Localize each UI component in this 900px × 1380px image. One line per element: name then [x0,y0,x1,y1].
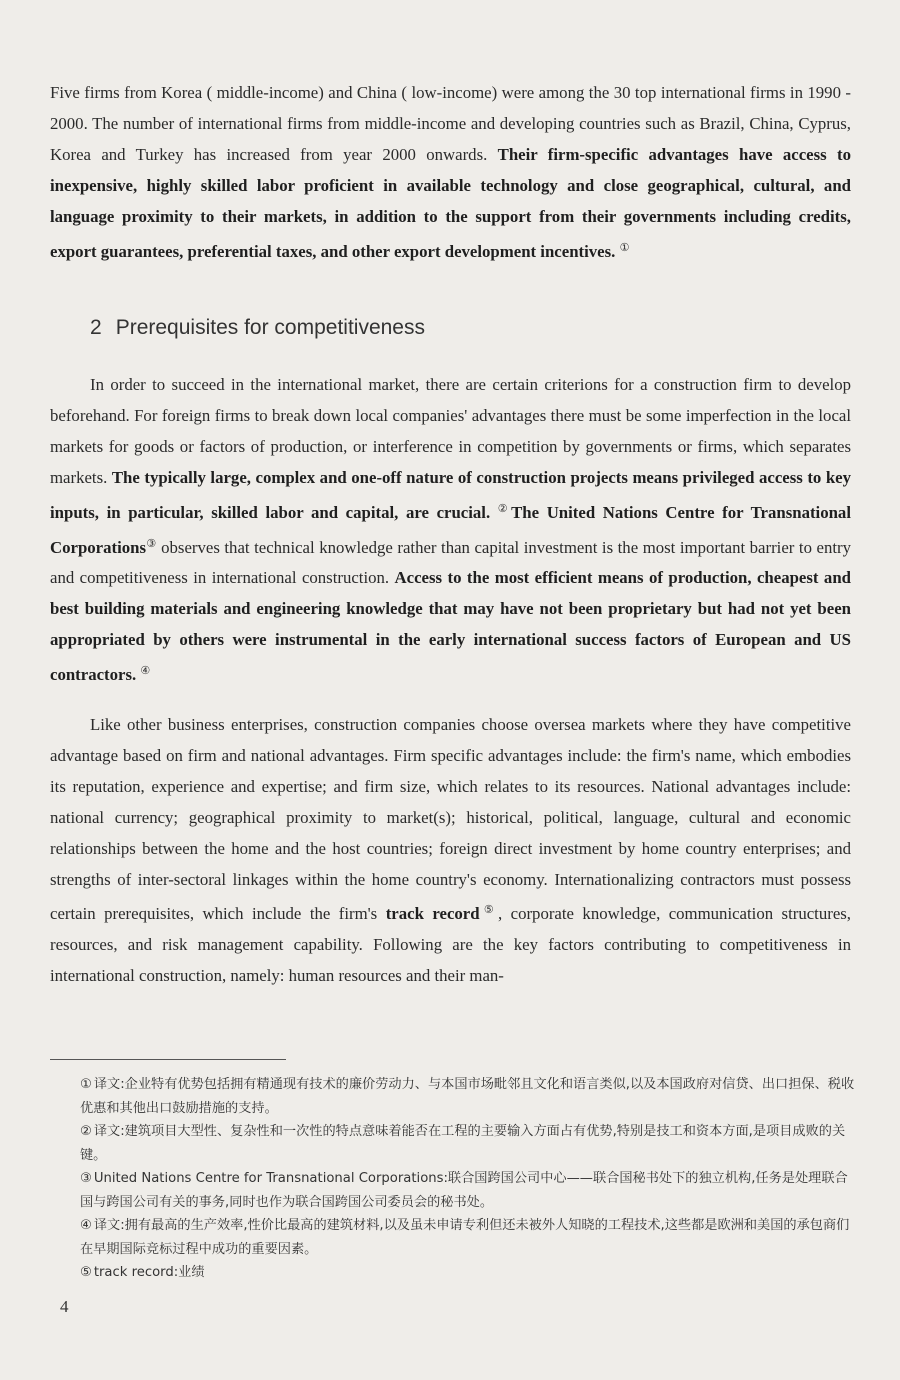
footnote-ref-2: ② [497,502,512,515]
footnote-text: United Nations Centre for Transnational Corporations:联合国跨国公司中心——联合国秘书处下的独立机构,任务是处理联合国与跨国公司有关的事务,同时也作为联合国跨国公司委员会的秘书处。 [80,1171,848,1210]
footnote-ref-5: ⑤ [479,904,498,917]
bold-text: Their firm-specific advantages have access to inexpensive, highly skilled labor proficient in available technology and close geographical, cultural, and language proximity to their markets, in addition to the support from their governments including credits, export guarantees, preferential taxes, and other export development incentives. [50,144,852,261]
footnotes [80,1073,855,1285]
footnote-ref-1: ① [619,241,630,254]
footnote-mark: ② [80,1124,92,1139]
footnote-text: 译文:建筑项目大型性、复杂性和一次性的特点意味着能否在工程的主要输入方面占有优势,特别是技工和资本方面,是项目成败的关键。 [80,1124,846,1163]
bold-text: Access to the most efficient means of production, cheapest and best building materials and engineering knowledge that may have not been proprietary but had not yet been appropriated by others were instrumental in the early international success factors of European and US contractors. [50,568,851,685]
paragraph-text: Five firms from Korea ( middle-income) and China ( low-income) were among the 30 top international firms in 1990 - 2000. The number of international firms from middle-income and developing countries such as Brazil, China, Cyprus, Korea and Turkey has increased from year 2000 onwards. [50,83,851,164]
footnote-5 [80,1261,855,1285]
paragraph-competitive-advantage [50,710,851,992]
section-title: Prerequisites for competitiveness [115,316,425,339]
footnote-2 [80,1120,855,1167]
footnote-ref-4: ④ [140,665,151,678]
section-number: 2 [90,316,102,339]
bold-text: track record [385,904,480,924]
footnote-divider [50,1059,286,1060]
page-number: 4 [60,1297,69,1316]
footnote-mark: ③ [80,1171,92,1186]
footnote-mark: ④ [80,1218,92,1233]
footnote-4 [80,1214,855,1261]
paragraph-text: observes that technical knowledge rather than capital investment is the most important barrier to entry and competitiveness in international construction. [50,537,851,588]
paragraph-text: In order to succeed in the international market, there are certain criterions for a construction firm to develop beforehand. For foreign firms to break down local companies' advantages there must be some imperfection in the local markets for goods or factors of production, or interference in competition by governments or firms, which separates markets. [50,375,851,487]
footnote-1 [80,1073,855,1120]
paragraph-prerequisites [50,370,851,691]
bold-text: The typically large, complex and one-off nature of construction projects means privileged access to key inputs, in particular, skilled labor and capital, are crucial. [50,467,851,522]
section-heading [90,316,425,340]
footnote-text: track record:业绩 [93,1265,205,1280]
paragraph-international-firms [50,78,851,267]
paragraph-text: , corporate knowledge, communication structures, resources, and risk management capability. Following are the key factors contributing to competitiveness in international construction, namely: human resources and their man- [50,904,851,986]
footnote-text: 译文:企业特有优势包括拥有精通现有技术的廉价劳动力、与本国市场毗邻且文化和语言类似,以及本国政府对信贷、出口担保、税收优惠和其他出口鼓励措施的支持。 [80,1077,855,1116]
footnote-ref-3: ③ [146,537,157,550]
bold-text: The United Nations Centre for Transnational Corporations [50,502,851,557]
footnote-mark: ① [80,1077,92,1092]
footnote-mark: ⑤ [80,1265,92,1280]
footnote-text: 译文:拥有最高的生产效率,性价比最高的建筑材料,以及虽未申请专利但还未被外人知晓的工程技术,这些都是欧洲和美国的承包商们在早期国际竞标过程中成功的重要因素。 [80,1218,850,1257]
paragraph-text: Like other business enterprises, construction companies choose oversea markets where they have competitive advantage based on firm and national advantages. Firm specific advantages include: the firm's name, which embodies its reputation, experience and expertise; and firm size, which relates to its resources. National advantages include: national currency; geographical proximity to market(s); historical, political, language, cultural and economic relationships between the home and the host countries; foreign direct investment by home country enterprises; and strengths of inter-sectoral linkages within the home country's economy. Internationalizing contractors must possess certain prerequisites, which include the firm's [50,715,851,924]
footnote-3 [80,1167,855,1214]
